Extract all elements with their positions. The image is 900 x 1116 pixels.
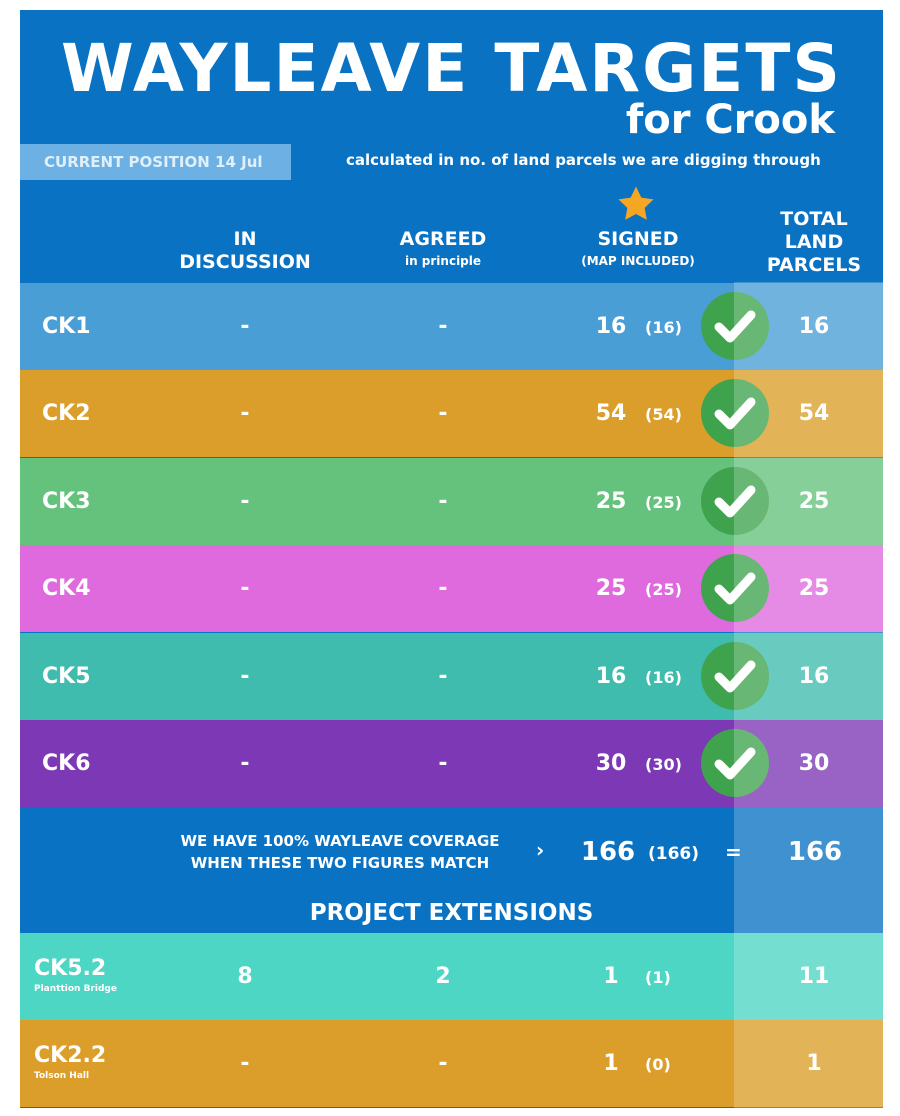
poster-subtitle: for Crook	[625, 97, 835, 143]
row-code: CK3	[42, 488, 91, 514]
row-total: 30	[798, 751, 830, 776]
row-total: 1	[806, 1051, 822, 1076]
row-signed: 30	[595, 751, 627, 776]
row-signed-map: (25)	[645, 580, 682, 600]
header-in-discussion: IN DISCUSSION	[179, 228, 311, 273]
table-row	[20, 370, 883, 457]
row-signed: 1	[603, 1051, 619, 1076]
table-row	[20, 633, 883, 720]
row-agreed: -	[438, 488, 448, 514]
row-signed-map: (54)	[645, 405, 682, 425]
wayleave-poster	[20, 10, 883, 1108]
row-agreed: -	[438, 663, 448, 689]
row-signed: 16	[595, 314, 627, 339]
calculation-note: calculated in no. of land parcels we are digging through	[346, 151, 821, 169]
row-signed-map: (16)	[645, 667, 682, 687]
row-signed-map: (30)	[645, 755, 682, 774]
row-code: CK2	[42, 401, 91, 427]
row-signed-map: (1)	[645, 968, 671, 987]
row-in-discussion: -	[240, 401, 250, 427]
project-extensions-title: PROJECT EXTENSIONS	[309, 900, 594, 926]
summary-equals: =	[725, 840, 742, 864]
row-total: 16	[798, 663, 830, 689]
row-signed: 25	[595, 488, 627, 514]
row-agreed: 2	[435, 964, 451, 989]
row-location: Tolson Hall	[34, 1071, 90, 1081]
current-position-badge: CURRENT POSITION 14 Jul	[20, 144, 291, 180]
summary-total: 166	[787, 837, 843, 867]
row-agreed: -	[438, 401, 448, 427]
row-agreed: -	[438, 314, 448, 339]
header-signed-label: SIGNED	[597, 228, 679, 250]
coverage-note	[170, 830, 510, 874]
row-signed-map: (25)	[645, 492, 682, 512]
row-total: 25	[798, 488, 830, 514]
row-in-discussion: -	[240, 488, 250, 514]
row-agreed: -	[438, 576, 448, 602]
extension-row	[20, 933, 883, 1020]
row-agreed: -	[438, 751, 448, 776]
coverage-line-1: WE HAVE 100% WAYLEAVE COVERAGE	[180, 832, 500, 850]
header-signed-sub: (MAP INCLUDED)	[581, 254, 695, 268]
row-total: 16	[798, 314, 830, 339]
row-in-discussion: -	[240, 314, 250, 339]
row-in-discussion: -	[240, 1051, 250, 1076]
row-signed: 54	[595, 401, 627, 427]
table-row	[20, 458, 883, 545]
row-code: CK5.2	[34, 956, 107, 981]
row-total: 11	[798, 964, 830, 989]
row-code: CK4	[42, 576, 91, 602]
table-row	[20, 720, 883, 807]
row-code: CK1	[42, 314, 91, 339]
row-in-discussion: -	[240, 663, 250, 689]
row-in-discussion: -	[240, 751, 250, 776]
header-signed	[565, 228, 711, 271]
arrow-icon: ›	[536, 838, 545, 862]
poster-title: WAYLEAVE TARGETS	[61, 30, 842, 107]
row-code: CK2.2	[34, 1043, 107, 1068]
table-row	[20, 283, 883, 370]
header-total-land-parcels: TOTAL LAND PARCELS	[766, 208, 862, 276]
row-in-discussion: -	[240, 576, 250, 602]
row-signed: 16	[595, 663, 627, 689]
star-icon	[616, 184, 656, 224]
extension-row	[20, 1020, 883, 1107]
header-agreed-sub: in principle	[404, 254, 482, 268]
row-in-discussion: 8	[237, 964, 253, 989]
row-total: 54	[798, 401, 830, 427]
row-total: 25	[798, 576, 830, 602]
coverage-line-2: WHEN THESE TWO FIGURES MATCH	[190, 854, 490, 872]
row-agreed: -	[438, 1051, 448, 1076]
row-signed-map: (16)	[645, 318, 682, 337]
row-code: CK5	[42, 663, 91, 689]
summary-signed: 166	[580, 837, 636, 867]
table-row	[20, 545, 883, 632]
row-location: Planttion Bridge	[34, 984, 117, 994]
row-signed: 1	[603, 964, 619, 989]
row-signed-map: (0)	[645, 1055, 671, 1074]
summary-map: (166)	[648, 844, 700, 864]
header-agreed	[370, 228, 516, 271]
header-agreed-label: AGREED	[399, 228, 487, 250]
row-code: CK6	[42, 751, 91, 776]
row-signed: 25	[595, 576, 627, 602]
